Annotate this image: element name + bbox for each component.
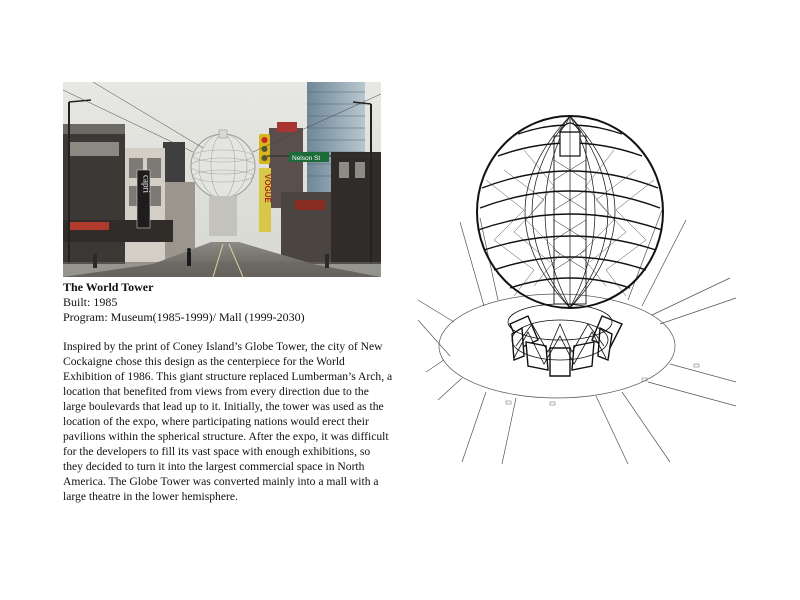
program-line: Program: Museum(1985-1999)/ Mall (1999-2030) [63,310,305,324]
vogue-sign: VOGUE [263,174,272,203]
project-description: Inspired by the print of Coney Island’s Globe Tower, the city of New Cockaigne chose this design as the centerpiece for the World Exhibition of 1986. This giant structure replaced Lumberman’s Arch, a location that benefited from views from every direction due to the large boulevards that lead up to it. Initially, the tower was used as the location of the expo, where participating nations would erect their pavilions within the spherical structure. After the expo, it was difficult for the developers to fill its vast space with enough exhibitions, so they decided to turn it into the largest commercial space in North America. The Globe Tower was converted mainly into a mall with a large theatre in the lower hemisphere. [63,340,393,503]
built-year: Built: 1985 [63,295,118,309]
street-name-sign: Nelson St [292,155,321,162]
capri-sign: capri [141,175,152,193]
tower-axonometric-drawing [414,110,744,480]
project-title: The World Tower [63,280,154,294]
street-photo [63,82,381,277]
